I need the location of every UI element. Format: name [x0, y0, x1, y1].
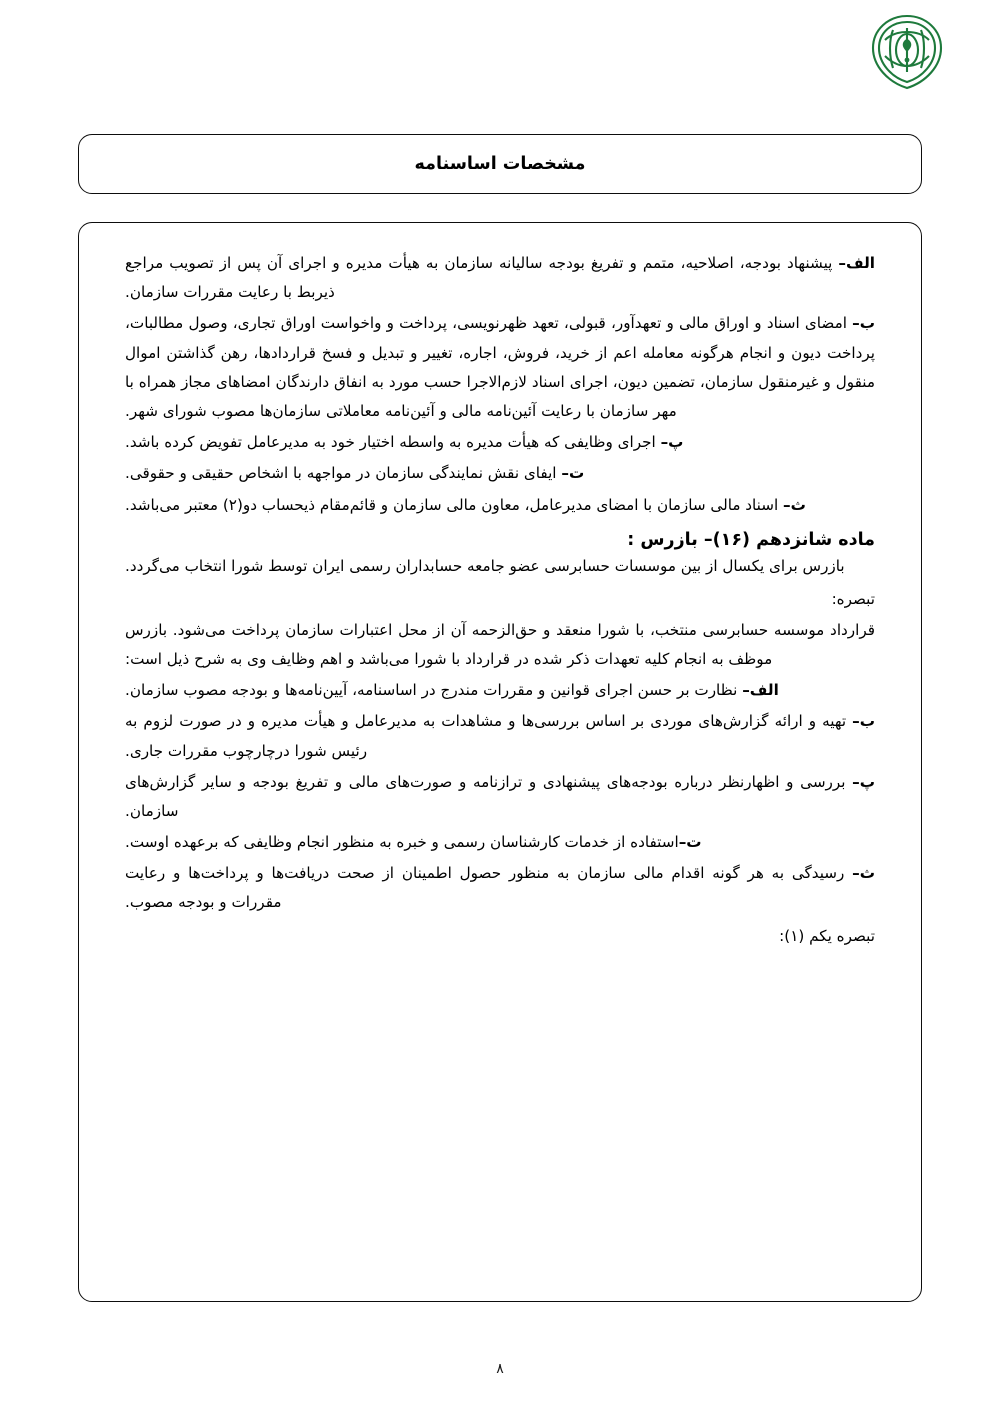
clause-paragraph — [125, 859, 875, 917]
tehran-municipality-emblem-icon — [852, 8, 962, 98]
body-paragraph: قرارداد موسسه حسابرسی منتخب، با شورا منعقد و حق‌الزحمه آن از محل اعتبارات سازمان پرداخت می‌شود. بازرس موظف به انجام کلیه تعهدات ذکر شده در قرارداد با شورا می‌باشد و اهم وظایف وی به شرح ذیل است: — [125, 620, 875, 668]
clause-paragraph — [125, 707, 875, 765]
clause-text: ایفای نقش نمایندگی سازمان در مواجهه با اشخاص حقیقی و حقوقی. — [125, 464, 562, 483]
clause-paragraph — [125, 428, 875, 457]
clause-text: بررسی و اظهارنظر درباره بودجه‌های پیشنهادی و ترازنامه و صورت‌های مالی و تفریغ بودجه و سایر گزارش‌های سازمان. — [125, 772, 853, 820]
note-label: تبصره: — [831, 589, 875, 608]
clause-label: ب– — [852, 314, 875, 333]
page-title: مشخصات اساسنامه — [414, 154, 586, 174]
clause-label: الف– — [838, 254, 875, 272]
clause-text: پیشنهاد بودجه، اصلاحیه، متمم و تفریغ بودجه سالیانه سازمان به هیأت مدیره و اجرای آن پس از تصویب مراجع ذیربط با رعایت مقررات سازمان. — [125, 254, 839, 302]
page-number: ۸ — [496, 1361, 504, 1377]
clause-label: ث– — [783, 495, 806, 514]
clause-label: پ– — [660, 433, 684, 452]
document-body — [78, 222, 922, 1302]
clause-label: الف– — [742, 681, 779, 700]
body-paragraph: بازرس برای یکسال از بین موسسات حسابرسی عضو جامعه حسابداران رسمی ایران توسط شورا انتخاب می‌گردد. — [125, 556, 845, 575]
clause-label: ب– — [852, 712, 875, 731]
clause-label: ث– — [852, 864, 875, 883]
clause-text: اسناد مالی سازمان با امضای مدیرعامل، معاون مالی سازمان و قائم‌مقام ذیحساب دو(۲) معتبر می‌باشد. — [125, 495, 784, 514]
document-title-box — [78, 134, 922, 194]
clause-text: تهیه و ارائه گزارش‌های موردی بر اساس بررسی‌ها و مشاهدات به مدیرعامل و هیأت مدیره و در صورت لزوم به رئیس شورا درچارچوب مقررات جاری. — [125, 712, 853, 760]
clause-text: استفاده از خدمات کارشناسان رسمی و خبره به منظور انجام وظایفی که برعهده اوست. — [125, 833, 679, 852]
clause-paragraph — [125, 828, 875, 857]
clause-text: امضای اسناد و اوراق مالی و تعهدآور، قبولی، تعهد ظهرنویسی، پرداخت و واخواست اوراق تجاری، وصول مطالبات، پرداخت دیون و انجام هرگونه معامله اعم از خرید، فروش، اجاره، تغییر و تبدیل و فسخ قراردادها، رهن گذاشتن اموال منقول و غیرمنقول سازمان، تضمین دیون، اجرای اسناد لازم‌الاجرا حسب مورد به انفاق دارندگان امضاهای مجاز همراه با مهر سازمان با رعایت آئین‌نامه مالی و آئین‌نامه معاملاتی سازمان‌ها مصوب شورای شهر. — [125, 314, 875, 420]
clause-paragraph — [125, 676, 875, 705]
clause-text: نظارت بر حسن اجرای قوانین و مقررات مندرج در اساسنامه، آیین‌نامه‌ها و بودجه مصوب سازمان. — [125, 681, 743, 700]
clause-label: پ– — [852, 772, 875, 791]
clause-label: ت– — [561, 464, 585, 483]
clause-paragraph — [125, 309, 875, 426]
clause-paragraph — [125, 459, 875, 488]
clause-paragraph — [125, 768, 875, 826]
clause-text: اجرای وظایفی که هیأت مدیره به واسطه اختیار خود به مدیرعامل تفویض کرده باشد. — [125, 433, 661, 452]
clause-paragraph — [125, 249, 875, 307]
section-heading: ماده شانزدهم (۱۶)– بازرس : — [627, 529, 875, 550]
clause-paragraph — [125, 491, 875, 520]
clause-text: رسیدگی به هر گونه اقدام مالی سازمان به منظور حصول اطمینان از صحت دریافت‌ها و پرداخت‌ها و رعایت مقررات و بودجه مصوب. — [125, 864, 853, 912]
note-label: تبصره یکم (۱): — [779, 926, 875, 945]
clause-label: ت– — [678, 833, 702, 852]
